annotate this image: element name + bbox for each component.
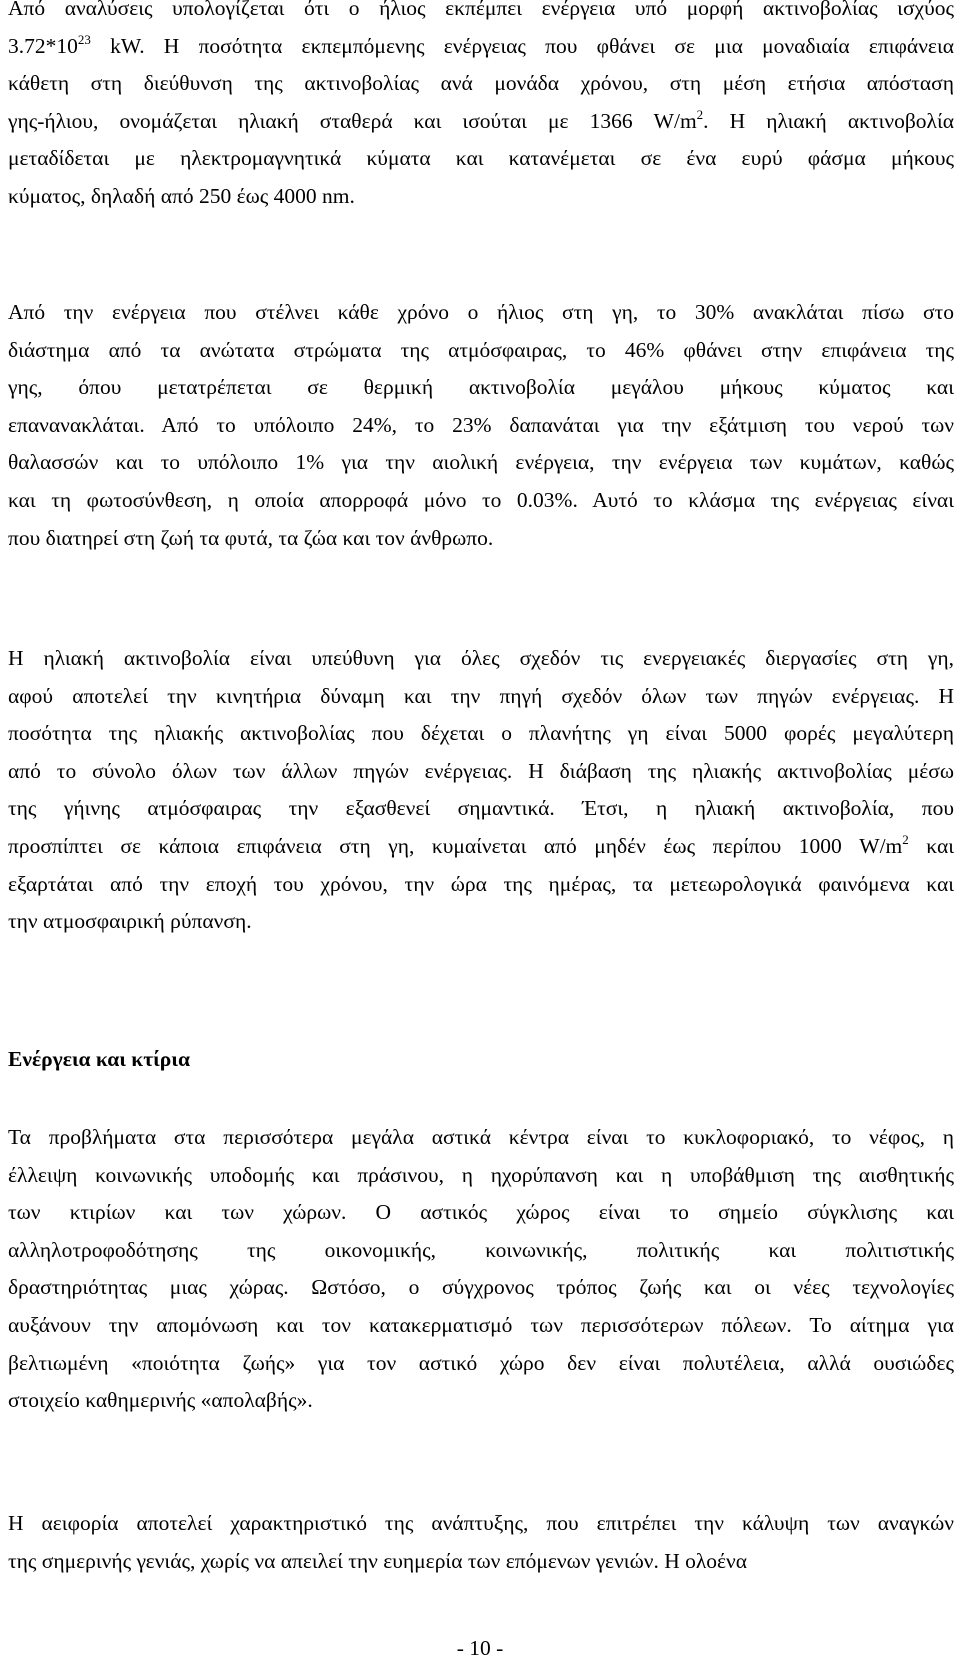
line-text: Τα προβλήματα στα περισσότερα μεγάλα αστικά κέντρα είναι το κυκλοφοριακό, το νέφος, η bbox=[8, 1125, 954, 1149]
section-heading: Ενέργεια και κτίρια bbox=[8, 1047, 190, 1071]
text-line bbox=[8, 640, 954, 678]
line-text: Η αειφορία αποτελεί χαρακτηριστικό της ανάπτυξης, που επιτρέπει την κάλυψη των αναγκών bbox=[8, 1511, 954, 1535]
line-text: Από αναλύσεις υπολογίζεται ότι ο ήλιος εκπέμπει ενέργεια υπό μορφή ακτινοβολίας ισχύος bbox=[8, 0, 954, 20]
line-text: εξαρτάται από την εποχή του χρόνου, την ώρα της ημέρας, τα μετεωρολογικά φαινόμενα και bbox=[8, 871, 954, 896]
line-text: προσπίπτει σε κάποια επιφάνεια στη γη, κυμαίνεται από μηδέν έως περίπου 1000 W/m bbox=[8, 833, 903, 858]
text-line bbox=[8, 369, 954, 407]
text-line bbox=[8, 407, 954, 445]
text-line bbox=[8, 28, 954, 66]
paragraph-solar-radiation bbox=[8, 640, 954, 941]
superscript: 2 bbox=[902, 831, 909, 847]
paragraph-urban-problems bbox=[8, 1119, 954, 1420]
line-text: αλληλοτροφοδότησης της οικονομικής, κοινωνικής, πολιτικής και πολιτιστικής bbox=[8, 1237, 954, 1262]
text-line bbox=[8, 753, 954, 791]
line-text: 3.72*10 bbox=[8, 33, 78, 58]
text-line bbox=[8, 520, 954, 558]
line-text: κάθετη στη διεύθυνση της ακτινοβολίας ανά μονάδα χρόνου, στη μέση ετήσια απόσταση bbox=[8, 71, 954, 96]
text-line bbox=[8, 715, 954, 753]
text-line bbox=[8, 678, 954, 716]
text-line bbox=[8, 903, 954, 941]
line-text-continued: . Η ηλιακή ακτινοβολία bbox=[703, 108, 954, 133]
line-text: από το σύνολο όλων των άλλων πηγών ενέργειας. Η διάβαση της ηλιακής ακτινοβολίας μέσω bbox=[8, 758, 954, 783]
line-text: δραστηριότητας μιας χώρας. Ωστόσο, ο σύγχρονος τρόπος ζωής και οι νέες τεχνολογίες bbox=[8, 1275, 954, 1300]
line-text: θαλασσών και το υπόλοιπο 1% για την αιολική ενέργεια, την ενέργεια των κυμάτων, καθώς bbox=[8, 450, 954, 475]
text-line bbox=[8, 1157, 954, 1195]
text-line bbox=[8, 866, 954, 904]
text-line bbox=[8, 1269, 954, 1307]
text-line bbox=[8, 103, 954, 141]
line-text: της σημερινής γενιάς, χωρίς να απειλεί την ευημερία των επόμενων γενιών. Η ολοένα bbox=[8, 1548, 748, 1573]
line-text: και τη φωτοσύνθεση, η οποία απορροφά μόνο το 0.03%. Αυτό το κλάσμα της ενέργειας είναι bbox=[8, 487, 954, 512]
text-line bbox=[8, 65, 954, 103]
line-text: έλλειψη κοινωνικής υποδομής και πράσινου, η ηχορύπανση και η υποβάθμιση της αισθητικής bbox=[8, 1162, 954, 1187]
text-line bbox=[8, 1119, 954, 1157]
text-line bbox=[8, 1382, 954, 1420]
line-text-continued: και bbox=[908, 833, 954, 858]
line-text: στοιχείο καθημερινής «απολαβής». bbox=[8, 1388, 313, 1413]
line-text: μεταδίδεται με ηλεκτρομαγνητικά κύματα και κατανέμεται σε ένα ευρύ φάσμα μήκους bbox=[8, 146, 954, 171]
text-line bbox=[8, 1543, 954, 1581]
line-text: την ατμοσφαιρική ρύπανση. bbox=[8, 909, 252, 934]
paragraph-solar-power bbox=[8, 0, 954, 216]
line-text: των κτιρίων και των χώρων. Ο αστικός χώρος είναι το σημείο σύγκλισης και bbox=[8, 1200, 954, 1225]
line-text: ποσότητα της ηλιακής ακτινοβολίας που δέχεται ο πλανήτης γη είναι 5000 φορές μεγαλύτερη bbox=[8, 721, 954, 746]
line-text: διάστημα από τα ανώτατα στρώματα της ατμόσφαιρας, το 46% φθάνει στην επιφάνεια της bbox=[8, 337, 954, 362]
line-text: Από την ενέργεια που στέλνει κάθε χρόνο ο ήλιος στη γη, το 30% ανακλάται πίσω στο bbox=[8, 300, 954, 324]
text-line bbox=[8, 482, 954, 520]
text-line bbox=[8, 0, 954, 28]
line-text: που διατηρεί στη ζωή τα φυτά, τα ζώα και τον άνθρωπο. bbox=[8, 525, 494, 550]
text-line bbox=[8, 1194, 954, 1232]
line-text: βελτιωμένη «ποιότητα ζωής» για τον αστικό χώρο δεν είναι πολυτέλεια, αλλά ουσιώδες bbox=[8, 1350, 954, 1375]
superscript: 23 bbox=[77, 31, 91, 47]
text-line bbox=[8, 332, 954, 370]
text-line bbox=[8, 444, 954, 482]
line-text: γης, όπου μετατρέπεται σε θερμική ακτινοβολία μεγάλου μήκους κύματος και bbox=[8, 375, 954, 400]
line-text: αυξάνουν την απομόνωση και τον κατακερματισμό των περισσότερων πόλεων. Το αίτημα για bbox=[8, 1312, 954, 1337]
text-line bbox=[8, 178, 954, 216]
text-line bbox=[8, 1232, 954, 1270]
line-text: αφού αποτελεί την κινητήρια δύναμη και την πηγή σχεδόν όλων των πηγών ενέργειας. Η bbox=[8, 683, 954, 708]
page-number: - 10 - bbox=[456, 1636, 504, 1660]
line-text-continued: kW. Η ποσότητα εκπεμπόμενης ενέργειας που φθάνει σε μια μοναδιαία επιφάνεια bbox=[90, 33, 954, 58]
line-text: της γήινης ατμόσφαιρας την εξασθενεί σημαντικά. Έτσι, η ηλιακή ακτινοβολία, που bbox=[8, 796, 954, 821]
line-text: γης-ήλιου, ονομάζεται ηλιακή σταθερά και ισούται με 1366 W/m bbox=[8, 108, 697, 133]
paragraph-sustainability bbox=[8, 1505, 954, 1580]
text-line bbox=[8, 1345, 954, 1383]
text-line bbox=[8, 294, 954, 332]
line-text: Η ηλιακή ακτινοβολία είναι υπεύθυνη για όλες σχεδόν τις ενεργειακές διεργασίες στη γη, bbox=[8, 646, 954, 670]
paragraph-energy-distribution bbox=[8, 294, 954, 557]
text-line bbox=[8, 140, 954, 178]
superscript: 2 bbox=[696, 106, 704, 122]
text-line bbox=[8, 1505, 954, 1543]
line-text: κύματος, δηλαδή από 250 έως 4000 nm. bbox=[8, 183, 355, 208]
text-line bbox=[8, 790, 954, 828]
text-line bbox=[8, 1307, 954, 1345]
text-line bbox=[8, 828, 954, 866]
line-text: επανανακλάται. Από το υπόλοιπο 24%, το 23% δαπανάται για την εξάτμιση του νερού των bbox=[8, 412, 954, 437]
